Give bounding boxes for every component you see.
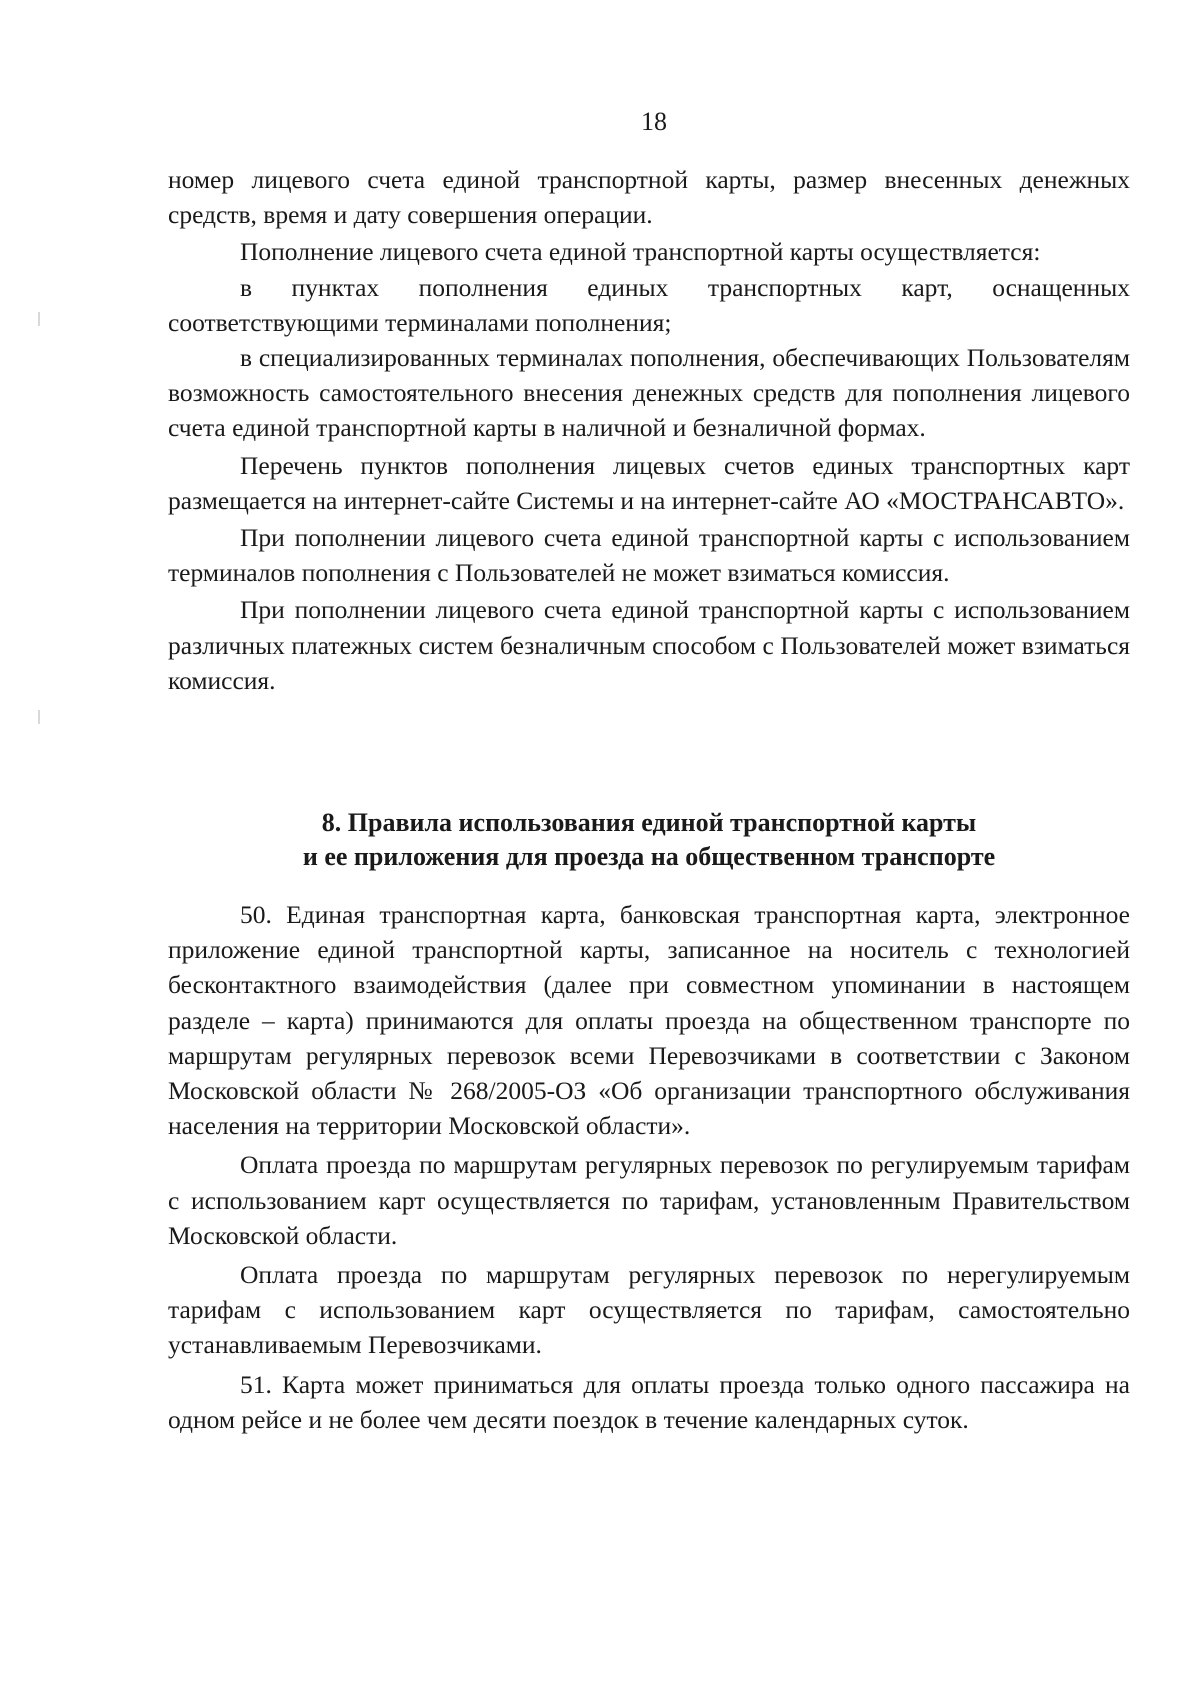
paragraph-item-51: 51. Карта может приниматься для оплаты проезда только одного пассажира на одном рейсе и не более чем десяти поездок в течение календарных суток. (168, 1369, 1130, 1434)
paragraph-topup-points: в пунктах пополнения единых транспортных карт, оснащенных соответствующими терминалами пополнения; (168, 272, 1130, 337)
paragraph-topup-terminals: в специализированных терминалах пополнения, обеспечивающих Пользователям возможность самостоятельного внесения денежных средств для пополнения лицевого счета единой транспортной карты в наличной и безналичной формах. (168, 343, 1130, 443)
paragraph-commission: При пополнении лицевого счета единой транспортной карты с использованием различных платежных систем безналичным способом с Пользователей может взиматься комиссия. (168, 595, 1130, 695)
section-heading-line-2: и ее приложения для проезда на общественном транспорте (302, 842, 996, 871)
section-heading-line-1: 8. Правила использования единой транспортной карты (321, 808, 977, 837)
paragraph-regulated-tariffs: Оплата проезда по маршрутам регулярных перевозок по регулируемым тарифам с использованием карт осуществляется по тарифам, установленным Правительством Московской области. (168, 1150, 1130, 1250)
paragraph-no-commission: При пополнении лицевого счета единой транспортной карты с использованием терминалов пополнения с Пользователей не может взиматься комиссия. (168, 523, 1130, 588)
paragraph-item-50: 50. Единая транспортная карта, банковская транспортная карта, электронное приложение единой транспортной карты, записанное на носитель с технологией бесконтактного взаимодействия (далее при совместном упоминании в настоящем разделе – карта) принимаются для оплаты проезда на общественном транспорте по маршрутам регулярных перевозок всеми Перевозчиками в соответствии с Законом Московской области № 268/2005-ОЗ «Об организации транспортного обслуживания населения на территории Московской области». (168, 900, 1130, 1141)
bottom-text-block (168, 897, 1130, 1437)
scan-margin-mark (38, 710, 40, 724)
paragraph-topup-intro: Пополнение лицевого счета единой транспортной карты осуществляется: (240, 237, 1041, 267)
scan-margin-mark (38, 312, 40, 326)
paragraph-continuation: номер лицевого счета единой транспортной карты, размер внесенных денежных средств, время и дату совершения операции. (168, 165, 1130, 230)
top-text-block (168, 162, 1130, 698)
paragraph-topup-list: Перечень пунктов пополнения лицевых счетов единых транспортных карт размещается на интернет-сайте Системы и на интернет-сайте АО «МОСТРАНСАВТО». (168, 450, 1130, 515)
paragraph-unregulated-tariffs: Оплата проезда по маршрутам регулярных перевозок по нерегулируемым тарифам с использованием карт осуществляется по тарифам, самостоятельно устанавливаемым Перевозчиками. (168, 1260, 1130, 1360)
section-heading (168, 806, 1130, 874)
page-number: 18 (641, 107, 667, 136)
